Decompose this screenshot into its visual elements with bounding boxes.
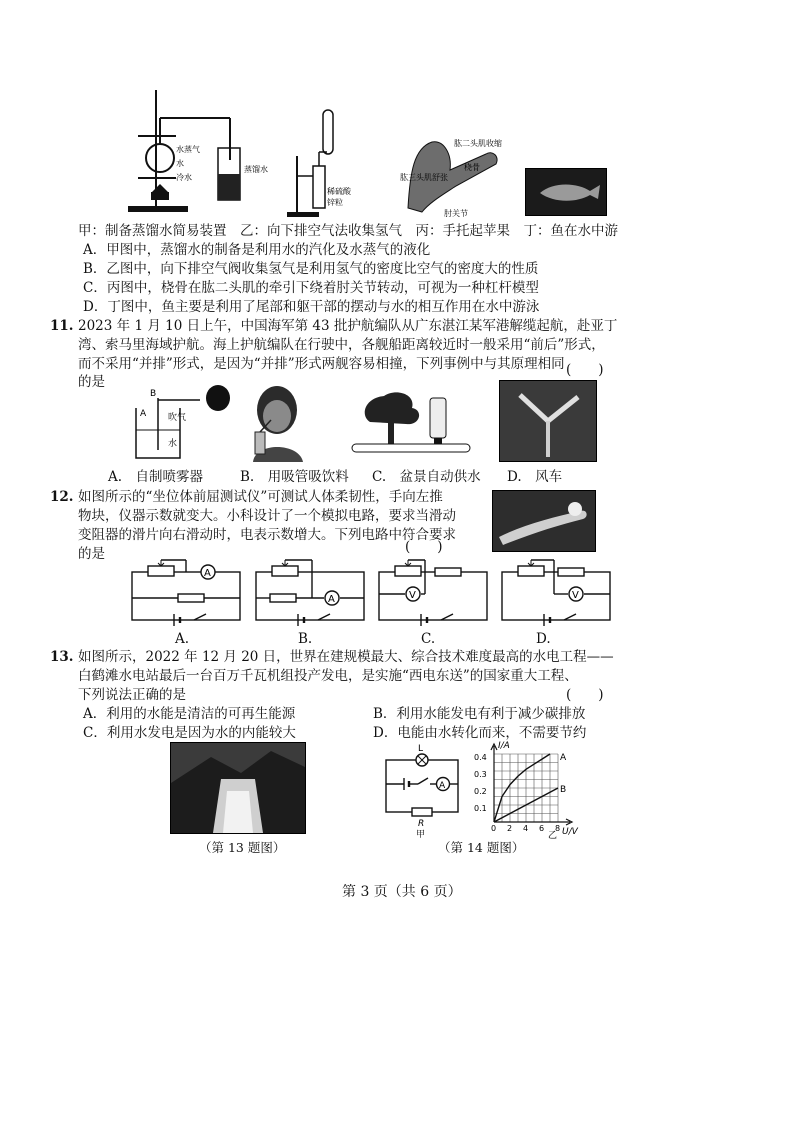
q13-option-b[interactable]: B．利用水能发电有利于减少碳排放 — [373, 706, 586, 722]
ytick-label: 0.2 — [474, 787, 487, 796]
water-label-q11: 水 — [168, 439, 178, 449]
q11-stem-line-4: 的是 — [78, 374, 105, 390]
triceps-label: 肱三头肌舒张 — [400, 173, 448, 182]
q12-option-b[interactable]: B. — [298, 631, 313, 647]
q13-option-c[interactable]: C．利用水发电是因为水的内能较大 — [83, 725, 296, 741]
elbow-label: 肘关节 — [444, 209, 468, 218]
windmill-photo — [499, 380, 597, 462]
zinc-label: 锌粒 — [327, 198, 343, 207]
graph-name-label: 乙 — [548, 831, 558, 840]
q12-option-a[interactable]: A. — [175, 631, 190, 647]
q12-stem-line-3: 变阻器的滑片向右滑动时，电表示数增大。下列电路中符合要求 — [78, 527, 456, 543]
hydrogen-collection-figure — [285, 108, 377, 220]
q11-stem-line-3: 而不采用“并排”形式，是因为“并排”形式两舰容易相撞，下列事例中与其原理相同 — [78, 356, 565, 372]
spray-device-figure — [128, 384, 238, 464]
q13-number: 13. — [50, 649, 74, 665]
q13-answer-paren: ( ) — [566, 687, 604, 703]
flexibility-tester-photo — [492, 490, 596, 552]
steam-label: 水蒸气 — [176, 145, 200, 154]
arm-lever-figure — [400, 132, 510, 220]
ammeter-symbol: A — [328, 594, 335, 605]
distilled-water-label: 蒸馏水 — [244, 165, 268, 174]
lamp-label: L — [418, 744, 424, 754]
biceps-label: 肱二头肌收缩 — [454, 139, 502, 148]
xtick-label: 2 — [507, 824, 513, 833]
circuit-option-c — [375, 558, 491, 630]
q13-stem-line-3: 下列说法正确的是 — [78, 687, 186, 703]
hydropower-dam-photo — [170, 742, 306, 834]
ammeter-symbol: A — [204, 568, 211, 579]
q12-stem-line-2: 物块，仪器示数就变大。小科设计了一个模拟电路，要求当滑动 — [78, 508, 456, 524]
q10-option-a[interactable]: A．甲图中，蒸馏水的制备是利用水的汽化及水蒸气的液化 — [83, 242, 431, 258]
q12-number: 12. — [50, 489, 74, 505]
q13-option-d[interactable]: D．电能由水转化而来，不需要节约 — [373, 725, 587, 741]
point-a-label: A — [140, 409, 147, 419]
graph-xlabel: U/V — [562, 827, 578, 837]
q10-figure-caption: 甲：制备蒸馏水简易装置 乙：向下排空气法收集氢气 丙：手托起苹果 丁：鱼在水中游 — [78, 223, 618, 239]
series-b-label: B — [560, 785, 567, 795]
iu-graph — [474, 740, 586, 840]
voltmeter-symbol: V — [572, 590, 579, 601]
q10-option-c[interactable]: C．丙图中，桡骨在肱二头肌的牵引下绕着肘关节转动，可视为一种杠杆模型 — [83, 280, 539, 296]
q13-option-a[interactable]: A．利用的水能是清洁的可再生能源 — [83, 706, 296, 722]
resistor-label: R — [418, 819, 425, 829]
q11-stem-line-2: 湾、索马里海域护航。海上护航编队在行驶中，各舰船距离较近时一般采用“前后”形式， — [78, 337, 605, 353]
q12-stem-line-4: 的是 — [78, 546, 105, 562]
circuit-option-a — [128, 558, 244, 630]
bonsai-auto-water-figure — [350, 386, 472, 460]
xtick-label: 4 — [523, 824, 529, 833]
q14-figure-caption: （第 14 题图） — [438, 840, 525, 855]
circuit-option-d — [498, 558, 614, 630]
ytick-label: 0.1 — [474, 804, 487, 813]
water-label: 水 — [176, 159, 184, 168]
circuit-name-label: 甲 — [416, 830, 426, 838]
ytick-label: 0.3 — [474, 770, 487, 779]
q13-stem-line-2: 白鹤滩水电站最后一台百万千瓦机组投产发电，是实施“西电东送”的国家重大工程、 — [78, 668, 578, 684]
ammeter-symbol-q14: A — [439, 781, 446, 791]
q10-option-d[interactable]: D．丁图中，鱼主要是利用了尾部和躯干部的摆动与水的相互作用在水中游泳 — [83, 299, 540, 315]
q12-option-c[interactable]: C. — [421, 631, 436, 647]
series-a-label: A — [560, 753, 567, 763]
circuit-option-b — [252, 558, 368, 630]
bone-label: 桡骨 — [464, 163, 480, 172]
q12-option-d[interactable]: D. — [536, 631, 551, 647]
q11-option-a[interactable]: A. 自制喷雾器 — [108, 469, 204, 485]
q11-option-c[interactable]: C. 盆景自动供水 — [372, 469, 481, 485]
point-b-label: B — [150, 389, 157, 399]
voltmeter-symbol: V — [409, 590, 416, 601]
cold-water-label: 冷水 — [176, 173, 192, 182]
fish-photo — [525, 168, 607, 216]
q13-stem-line-1: 如图所示，2022 年 12 月 20 日，世界在建规模最大、综合技术难度最高的水电工程—— — [78, 649, 614, 665]
q14-circuit-figure — [380, 742, 462, 838]
q11-stem-line-1: 2023 年 1 月 10 日上午，中国海军第 43 批护航编队从广东湛江某军港解缆起航，赴亚丁 — [78, 318, 618, 334]
ytick-label: 0.4 — [474, 753, 487, 762]
q11-option-b[interactable]: B. 用吸管吸饮料 — [240, 469, 349, 485]
q11-option-d[interactable]: D. 风车 — [507, 469, 563, 485]
q11-answer-paren: ( ) — [566, 362, 604, 378]
page-number-footer: 第 3 页（共 6 页） — [342, 884, 462, 900]
acid-label: 稀硫酸 — [327, 187, 351, 196]
q11-number: 11. — [50, 318, 74, 334]
xtick-label: 0 — [491, 824, 497, 833]
xtick-label: 8 — [555, 824, 561, 833]
q12-answer-paren: ( ) — [405, 539, 443, 555]
blow-label: 吹气 — [168, 413, 187, 423]
graph-ylabel: I/A — [498, 741, 510, 751]
distillation-apparatus-figure — [118, 88, 268, 220]
q10-option-b[interactable]: B．乙图中，向下排空气阀收集氢气是利用氢气的密度比空气的密度大的性质 — [83, 261, 539, 277]
q12-stem-line-1: 如图所示的“坐位体前屈测试仪”可测试人体柔韧性，手向左推 — [78, 489, 443, 505]
boy-with-straw-figure — [243, 382, 309, 462]
q13-figure-caption: （第 13 题图） — [199, 840, 286, 855]
xtick-label: 6 — [539, 824, 545, 833]
